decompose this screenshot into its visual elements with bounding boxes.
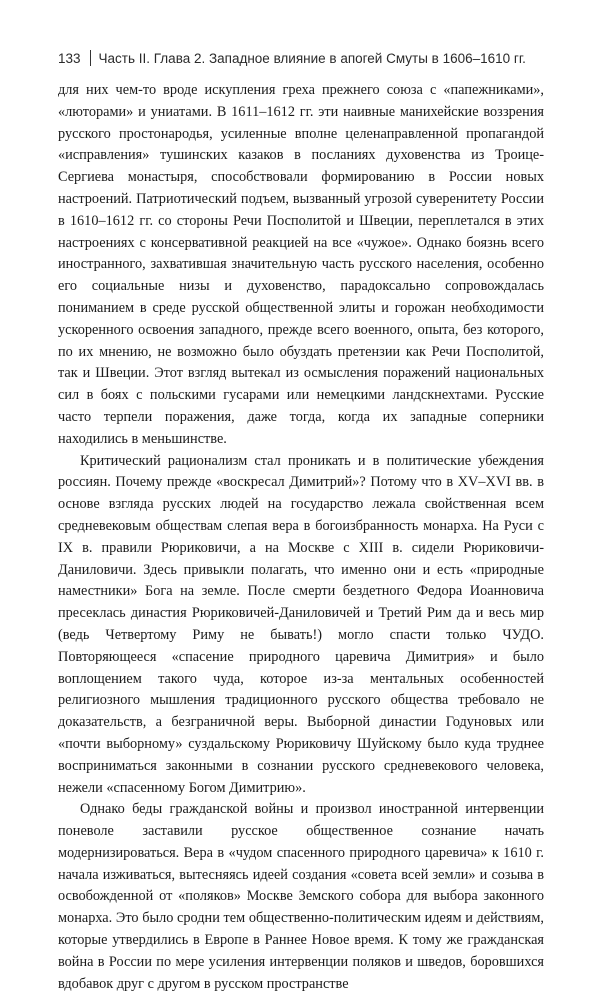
- header-divider: [90, 50, 91, 66]
- paragraph-2: Критический рационализм стал проникать и в политические убеждения россиян. Почему прежде «воскресал Димитрий»? Потому что в XV–XVI вв. в основе взгляда русских людей на государство лежала свойственная всем средневековым обществам слепая вера в богоизбранность монарха. На Руси с IX в. правили Рюриковичи, а на Москве с XIII в. сидели Рюриковичи-Даниловичи. Здесь привыкли полагать, что именно они и есть «природные наместники» Бога на земле. После смерти бездетного Федора Иоанновича пресеклась династия Рюриковичей-Даниловичей и Третий Рим да и весь мир (ведь Четвертому Риму не бывать!) могло спасти только ЧУДО. Повторяющееся «спасение природного царевича Димитрия» и было воплощением такого чуда, которое из-за ментальных особенностей религиозного мышления традиционного русского общества требовало не доказательств, а безграничной веры. Выборной династии Годуновых или «почти выборному» суздальскому Рюриковичу Шуйскому было куда труднее восприниматься законными в сознании русского средневекового человека, нежели «спасенному Богом Димитрию».: [58, 452, 544, 796]
- body-text: [58, 80, 544, 995]
- paragraph-3: Однако беды гражданской войны и произвол иностранной интервенции поневоле заставили русское общественное сознание начать модернизироваться. Вера в «чудом спасенного природного царевича» к 1610 г. начала изживаться, вытесняясь идеей создания «совета всей земли» и созыва в освобожденной от «поляков» Москве Земского собора для выбора законного монарха. Это было сродни тем общественно-политическим идеям и действиям, которые утвердились в Европе в Раннее Новое время. К тому же гражданская война в России по мере усиления интервенции поляков и шведов, боровшихся вдобавок друг с другом в русском пространстве: [58, 801, 544, 992]
- paragraph-1: для них чем-то вроде искупления греха прежнего союза с «папежниками», «люторами» и униатами. В 1611–1612 гг. эти наивные манихейские воззрения русского простонародья, усиленные вполне целенаправленной пропагандой «исправления» тушинских казаков в посланиях духовенства из Троице-Сергиева монастыря, способствовали формированию в России новых настроений. Патриотический подъем, вызванный угрозой суверенитету России в 1610–1612 гг. со стороны Речи Посполитой и Швеции, переплетался в этих настроениях с консервативной реакцией на все «чужое». Однако боязнь всего иностранного, захватившая значительную часть русского населения, особенно его социальные низы и духовенство, парадоксально сопровождалась пониманием в среде русской общественной элиты и горожан необходимости ускоренного освоения западного, прежде всего военного, опыта, без которого, по их мнению, не возможно было обуздать претензии как Речи Посполитой, так и Швеции. Этот взгляд вытекал из осмысления поражений национальных сил в боях с польскими гусарами или немецкими ландскнехтами. Русские часто терпели поражения, даже тогда, когда их западные соперники находились в меньшинстве.: [58, 82, 544, 447]
- running-title: Часть II. Глава 2. Западное влияние в апогей Смуты в 1606–1610 гг.: [98, 50, 526, 66]
- running-header: [58, 50, 560, 66]
- page-number: 133: [58, 50, 81, 66]
